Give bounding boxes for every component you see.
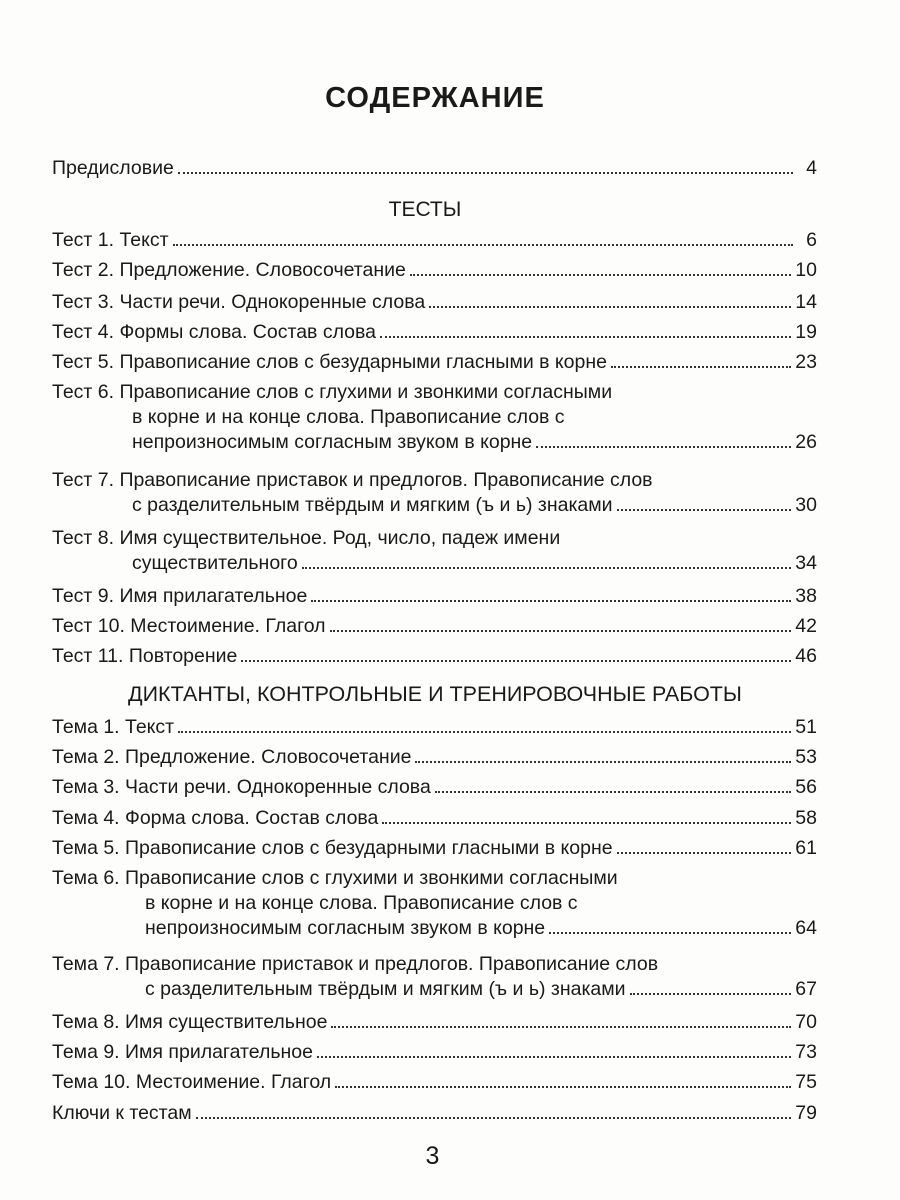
toc-entry-label: Тест 10. Местоимение. Глагол [52,615,326,637]
toc-entry-label: Тест 3. Части речи. Однокоренные слова [52,291,426,313]
toc-line [52,320,817,345]
section-heading-dictations: ДИКТАНТЫ, КОНТРОЛЬНЫЕ И ТРЕНИРОВОЧНЫЕ РАБОТЫ [128,682,742,706]
section-heading-tests: ТЕСТЫ [388,198,462,221]
toc-page-number: 46 [795,645,817,667]
toc-line [52,156,817,181]
toc-line [52,1070,817,1095]
toc-page-number: 10 [795,259,817,281]
toc-entry [52,1010,817,1035]
toc-entry-label: Тест 11. Повторение [52,645,238,667]
toc-page-number: 56 [795,776,817,798]
dot-leader [178,731,791,733]
toc-line [52,551,817,576]
toc-page-number: 53 [795,746,817,768]
dot-leader [311,600,791,602]
toc-line [52,493,817,518]
toc-entry [52,775,817,800]
toc-entry-label: непроизносимым согласным звуком в корне [132,431,533,453]
toc-entry [52,320,817,345]
toc-entry-label: в корне и на конце слова. Правописание слов с [145,892,578,914]
toc-entry-label: Предисловие [52,157,174,179]
toc-line [52,290,817,315]
dot-leader [331,1026,791,1028]
dot-leader [380,336,791,338]
toc-page-number: 64 [795,917,817,939]
dot-leader [178,172,793,174]
dot-leader [611,366,791,368]
toc-entry-label: с разделительным твёрдым и мягким (ъ и ь) знаками [132,494,613,516]
dot-leader [536,446,791,448]
toc-line [52,1010,817,1035]
dot-leader [335,1086,791,1088]
toc-page-number: 34 [795,552,817,574]
toc-entry [52,644,817,669]
toc-page-number: 26 [795,431,817,453]
toc-page-number: 61 [795,837,817,859]
toc-entry-label: Тест 4. Формы слова. Состав слова [52,321,376,343]
toc-entry-label: Тема 2. Предложение. Словосочетание [52,746,412,768]
toc-line [52,228,817,253]
toc-line [52,584,817,609]
toc-entry-label: Тема 7. Правописание приставок и предлогов. Правописание слов [52,953,659,975]
toc-entry [52,1040,817,1065]
toc-entry [52,380,817,455]
toc-entry-label: непроизносимым согласным звуком в корне [145,917,546,939]
toc-entry [52,614,817,639]
toc-page-number: 70 [795,1011,817,1033]
dot-leader [415,761,791,763]
toc-entry [52,745,817,770]
toc-page-number: 23 [795,351,817,373]
toc-line [52,430,817,455]
toc-entry-label: Тема 3. Части речи. Однокоренные слова [52,776,431,798]
toc-entry-label: Тест 5. Правописание слов с безударными гласными в корне [52,351,607,373]
toc-line [52,916,817,941]
dot-leader [429,306,791,308]
toc-entry-label: Тема 8. Имя существительное [52,1011,328,1033]
toc-entry-label: существительного [132,552,298,574]
dot-leader [617,509,792,511]
toc-page-number: 73 [795,1041,817,1063]
toc-line [52,258,817,283]
dot-leader [435,791,792,793]
toc-page-number: 79 [795,1102,817,1124]
toc-line [52,350,817,375]
toc-entry-label: Тема 1. Текст [52,716,175,738]
toc-entry-label: Тест 9. Имя прилагательное [52,585,308,607]
toc-line [52,806,817,831]
toc-entry [52,350,817,375]
toc-entry-preface [52,156,817,181]
toc-entry [52,526,817,576]
toc-entry [52,866,817,941]
dot-leader [410,274,791,276]
toc-entry [52,836,817,861]
toc-entry-label: с разделительным твёрдым и мягким (ъ и ь) знаками [145,978,626,1000]
toc-entry [52,258,817,283]
toc-page-number: 38 [795,585,817,607]
dot-leader [317,1056,791,1058]
toc-entry-label: Тема 10. Местоимение. Глагол [52,1071,332,1093]
toc-line [52,977,817,1002]
dot-leader [382,822,791,824]
toc-entry-label: Тема 5. Правописание слов с безударными гласными в корне [52,837,613,859]
dot-leader [173,244,793,246]
dot-leader [617,852,792,854]
toc-page-number: 42 [795,615,817,637]
toc-page-number: 75 [795,1071,817,1093]
dot-leader [241,660,791,662]
toc-line [52,1101,817,1126]
toc-page-number: 67 [795,978,817,1000]
toc-entry-label: Тест 7. Правописание приставок и предлогов. Правописание слов [52,469,653,491]
toc-line [52,644,817,669]
toc-entry-label: Тест 2. Предложение. Словосочетание [52,259,406,281]
toc-line [52,836,817,861]
dot-leader [330,630,792,632]
toc-line [52,614,817,639]
toc-page-number: 4 [806,157,817,179]
toc-line [52,775,817,800]
toc-entry-label: Тест 6. Правописание слов с глухими и звонкими согласными [52,381,613,403]
toc-entry-label: Тема 6. Правописание слов с глухими и звонкими согласными [52,867,618,889]
dot-leader [549,932,791,934]
toc-entry-keys [52,1101,817,1126]
toc-entry [52,228,817,253]
toc-entry [52,1070,817,1095]
page-number: 3 [425,1142,440,1170]
toc-entry [52,806,817,831]
toc-page-number: 51 [795,716,817,738]
dot-leader [196,1117,792,1119]
dot-leader [302,567,792,569]
toc-entry [52,715,817,740]
toc-line [52,745,817,770]
toc-entry-label: Ключи к тестам [52,1102,192,1124]
dot-leader [630,993,792,995]
page-title: СОДЕРЖАНИЕ [325,82,545,114]
toc-entry-label: Тест 1. Текст [52,229,169,251]
toc-entry-label: Тема 4. Форма слова. Состав слова [52,807,379,829]
toc-page-number: 58 [795,807,817,829]
toc-entry [52,290,817,315]
toc-page-number: 19 [795,321,817,343]
toc-line [52,1040,817,1065]
toc-entry-label: Тема 9. Имя прилагательное [52,1041,313,1063]
toc-entry-label: Тест 8. Имя существительное. Род, число, падеж имени [52,527,561,549]
toc-page-number: 30 [795,494,817,516]
toc-entry [52,584,817,609]
toc-line [52,715,817,740]
toc-page-number: 6 [806,229,817,251]
toc-page-number: 14 [795,291,817,313]
toc-entry [52,952,817,1002]
toc-entry-label: в корне и на конце слова. Правописание слов с [132,406,565,428]
toc-entry [52,468,817,518]
